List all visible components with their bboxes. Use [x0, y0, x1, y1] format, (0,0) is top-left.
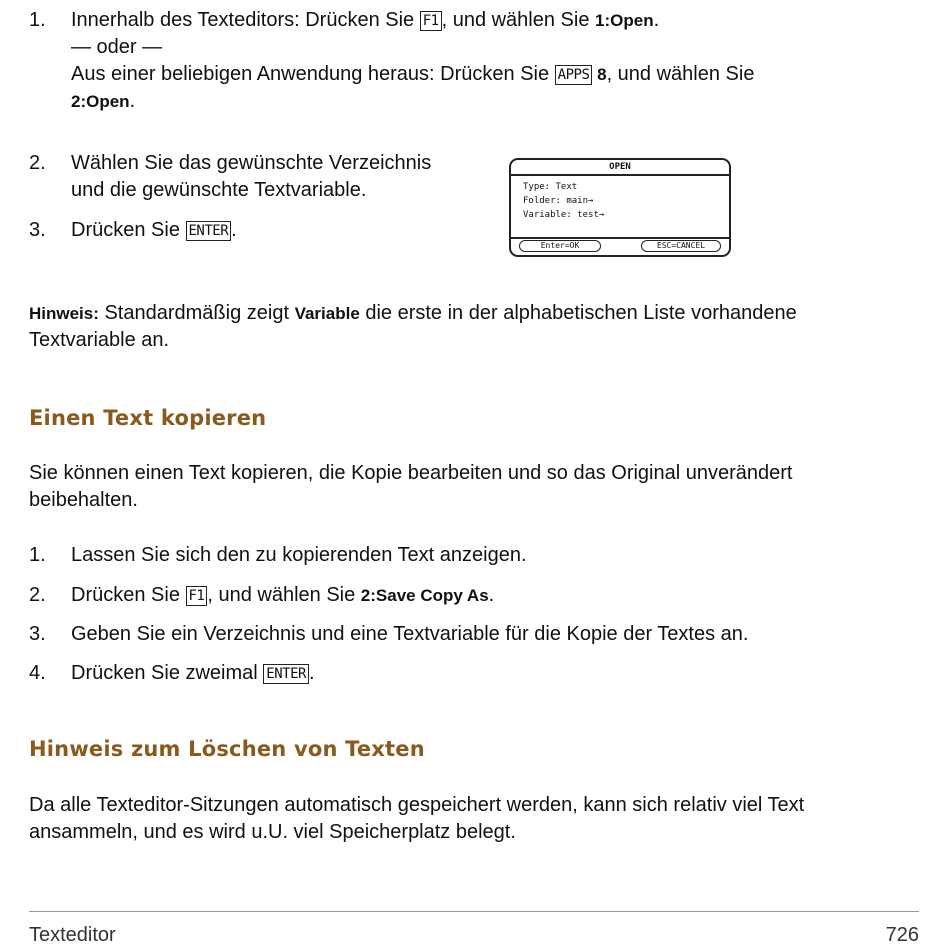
- step-text: .: [231, 219, 237, 241]
- key-number: 8: [592, 65, 607, 84]
- step-number: 1.: [29, 544, 46, 566]
- dialog-title: OPEN: [511, 160, 729, 176]
- step-number: 3.: [29, 219, 46, 241]
- dialog-cancel-button: ESC=CANCEL: [641, 240, 721, 252]
- step-number: 4.: [29, 662, 46, 684]
- step-line: [71, 582, 931, 609]
- menu-option: 2:Save Copy As: [360, 586, 489, 605]
- step-line: [71, 88, 931, 115]
- note-line: Textvariable an.: [29, 329, 170, 351]
- step-line: [71, 61, 931, 88]
- copy-step-4: [29, 660, 929, 690]
- step-text: .: [308, 662, 315, 684]
- open-step-1: [29, 7, 929, 117]
- step-text: Geben Sie ein Verzeichnis und eine Textvariable für die Kopie der Textes an.: [71, 623, 749, 645]
- step-text: , und wählen Sie: [207, 584, 361, 606]
- step-number: 3.: [29, 623, 46, 645]
- step-line: [71, 660, 931, 687]
- step-number: 2.: [29, 152, 46, 174]
- step-text: , und wählen Sie: [441, 9, 596, 31]
- footer-chapter: Texteditor: [29, 924, 116, 946]
- copy-step-3: [29, 621, 929, 651]
- step-text: Innerhalb des Texteditors: Drücken Sie: [71, 9, 420, 31]
- copy-step-1: [29, 542, 929, 572]
- step-text: Aus einer beliebigen Anwendung heraus: Drücken Sie: [71, 63, 555, 85]
- key-f1: F1: [420, 11, 442, 31]
- step-number: 1.: [29, 9, 46, 31]
- step-text: und die gewünschte Textvariable.: [71, 179, 367, 201]
- step-text: .: [488, 584, 495, 606]
- oder-separator: — oder —: [71, 36, 163, 58]
- dialog-variable-row: Variable: test→: [523, 210, 605, 220]
- step-number: 2.: [29, 584, 46, 606]
- note-line: [29, 300, 919, 327]
- key-f1: F1: [186, 586, 208, 606]
- section-heading-delete: Hinweis zum Löschen von Texten: [29, 737, 425, 761]
- dialog-type-row: Type: Text: [523, 182, 578, 192]
- step-text: Lassen Sie sich den zu kopierenden Text anzeigen.: [71, 544, 527, 566]
- open-dialog-screenshot: [509, 158, 731, 257]
- open-step-3: [29, 217, 489, 247]
- key-enter: ENTER: [263, 664, 309, 684]
- copy-intro: [29, 460, 919, 514]
- note-paragraph: [29, 300, 919, 354]
- intro-line: Sie können einen Text kopieren, die Kopie bearbeiten und so das Original unverändert: [29, 462, 793, 484]
- note-text: Standardmäßig zeigt: [98, 302, 295, 324]
- dialog-ok-button: Enter=OK: [519, 240, 601, 252]
- section-heading-copy: Einen Text kopieren: [29, 406, 267, 430]
- delete-paragraph: [29, 792, 919, 846]
- open-step-2: [29, 150, 489, 210]
- page-number: 726: [885, 924, 919, 946]
- dialog-divider: [511, 237, 729, 239]
- dialog-folder-row: Folder: main→: [523, 196, 594, 206]
- step-text: , und wählen Sie: [606, 63, 755, 85]
- paragraph-line: ansammeln, und es wird u.U. viel Speicherplatz belegt.: [29, 821, 516, 843]
- key-apps: APPS: [555, 65, 593, 85]
- menu-option: 1:Open: [595, 11, 654, 30]
- menu-option: 2:Open: [71, 92, 130, 111]
- copy-step-2: [29, 582, 929, 612]
- intro-line: beibehalten.: [29, 489, 138, 511]
- note-label: Hinweis:: [29, 304, 99, 323]
- step-text: Drücken Sie zweimal: [71, 662, 264, 684]
- paragraph-line: Da alle Texteditor-Sitzungen automatisch gespeichert werden, kann sich relativ viel Text: [29, 794, 805, 816]
- step-text: .: [653, 9, 660, 31]
- step-text: .: [129, 90, 136, 112]
- footer-divider: [29, 911, 919, 912]
- note-text: die erste in der alphabetischen Liste vorhandene: [359, 302, 797, 324]
- step-text: Drücken Sie: [71, 584, 186, 606]
- step-text: Wählen Sie das gewünschte Verzeichnis: [71, 152, 432, 174]
- step-line: [71, 7, 931, 34]
- key-enter: ENTER: [186, 221, 232, 241]
- note-bold-term: Variable: [294, 304, 360, 323]
- step-text: Drücken Sie: [71, 219, 186, 241]
